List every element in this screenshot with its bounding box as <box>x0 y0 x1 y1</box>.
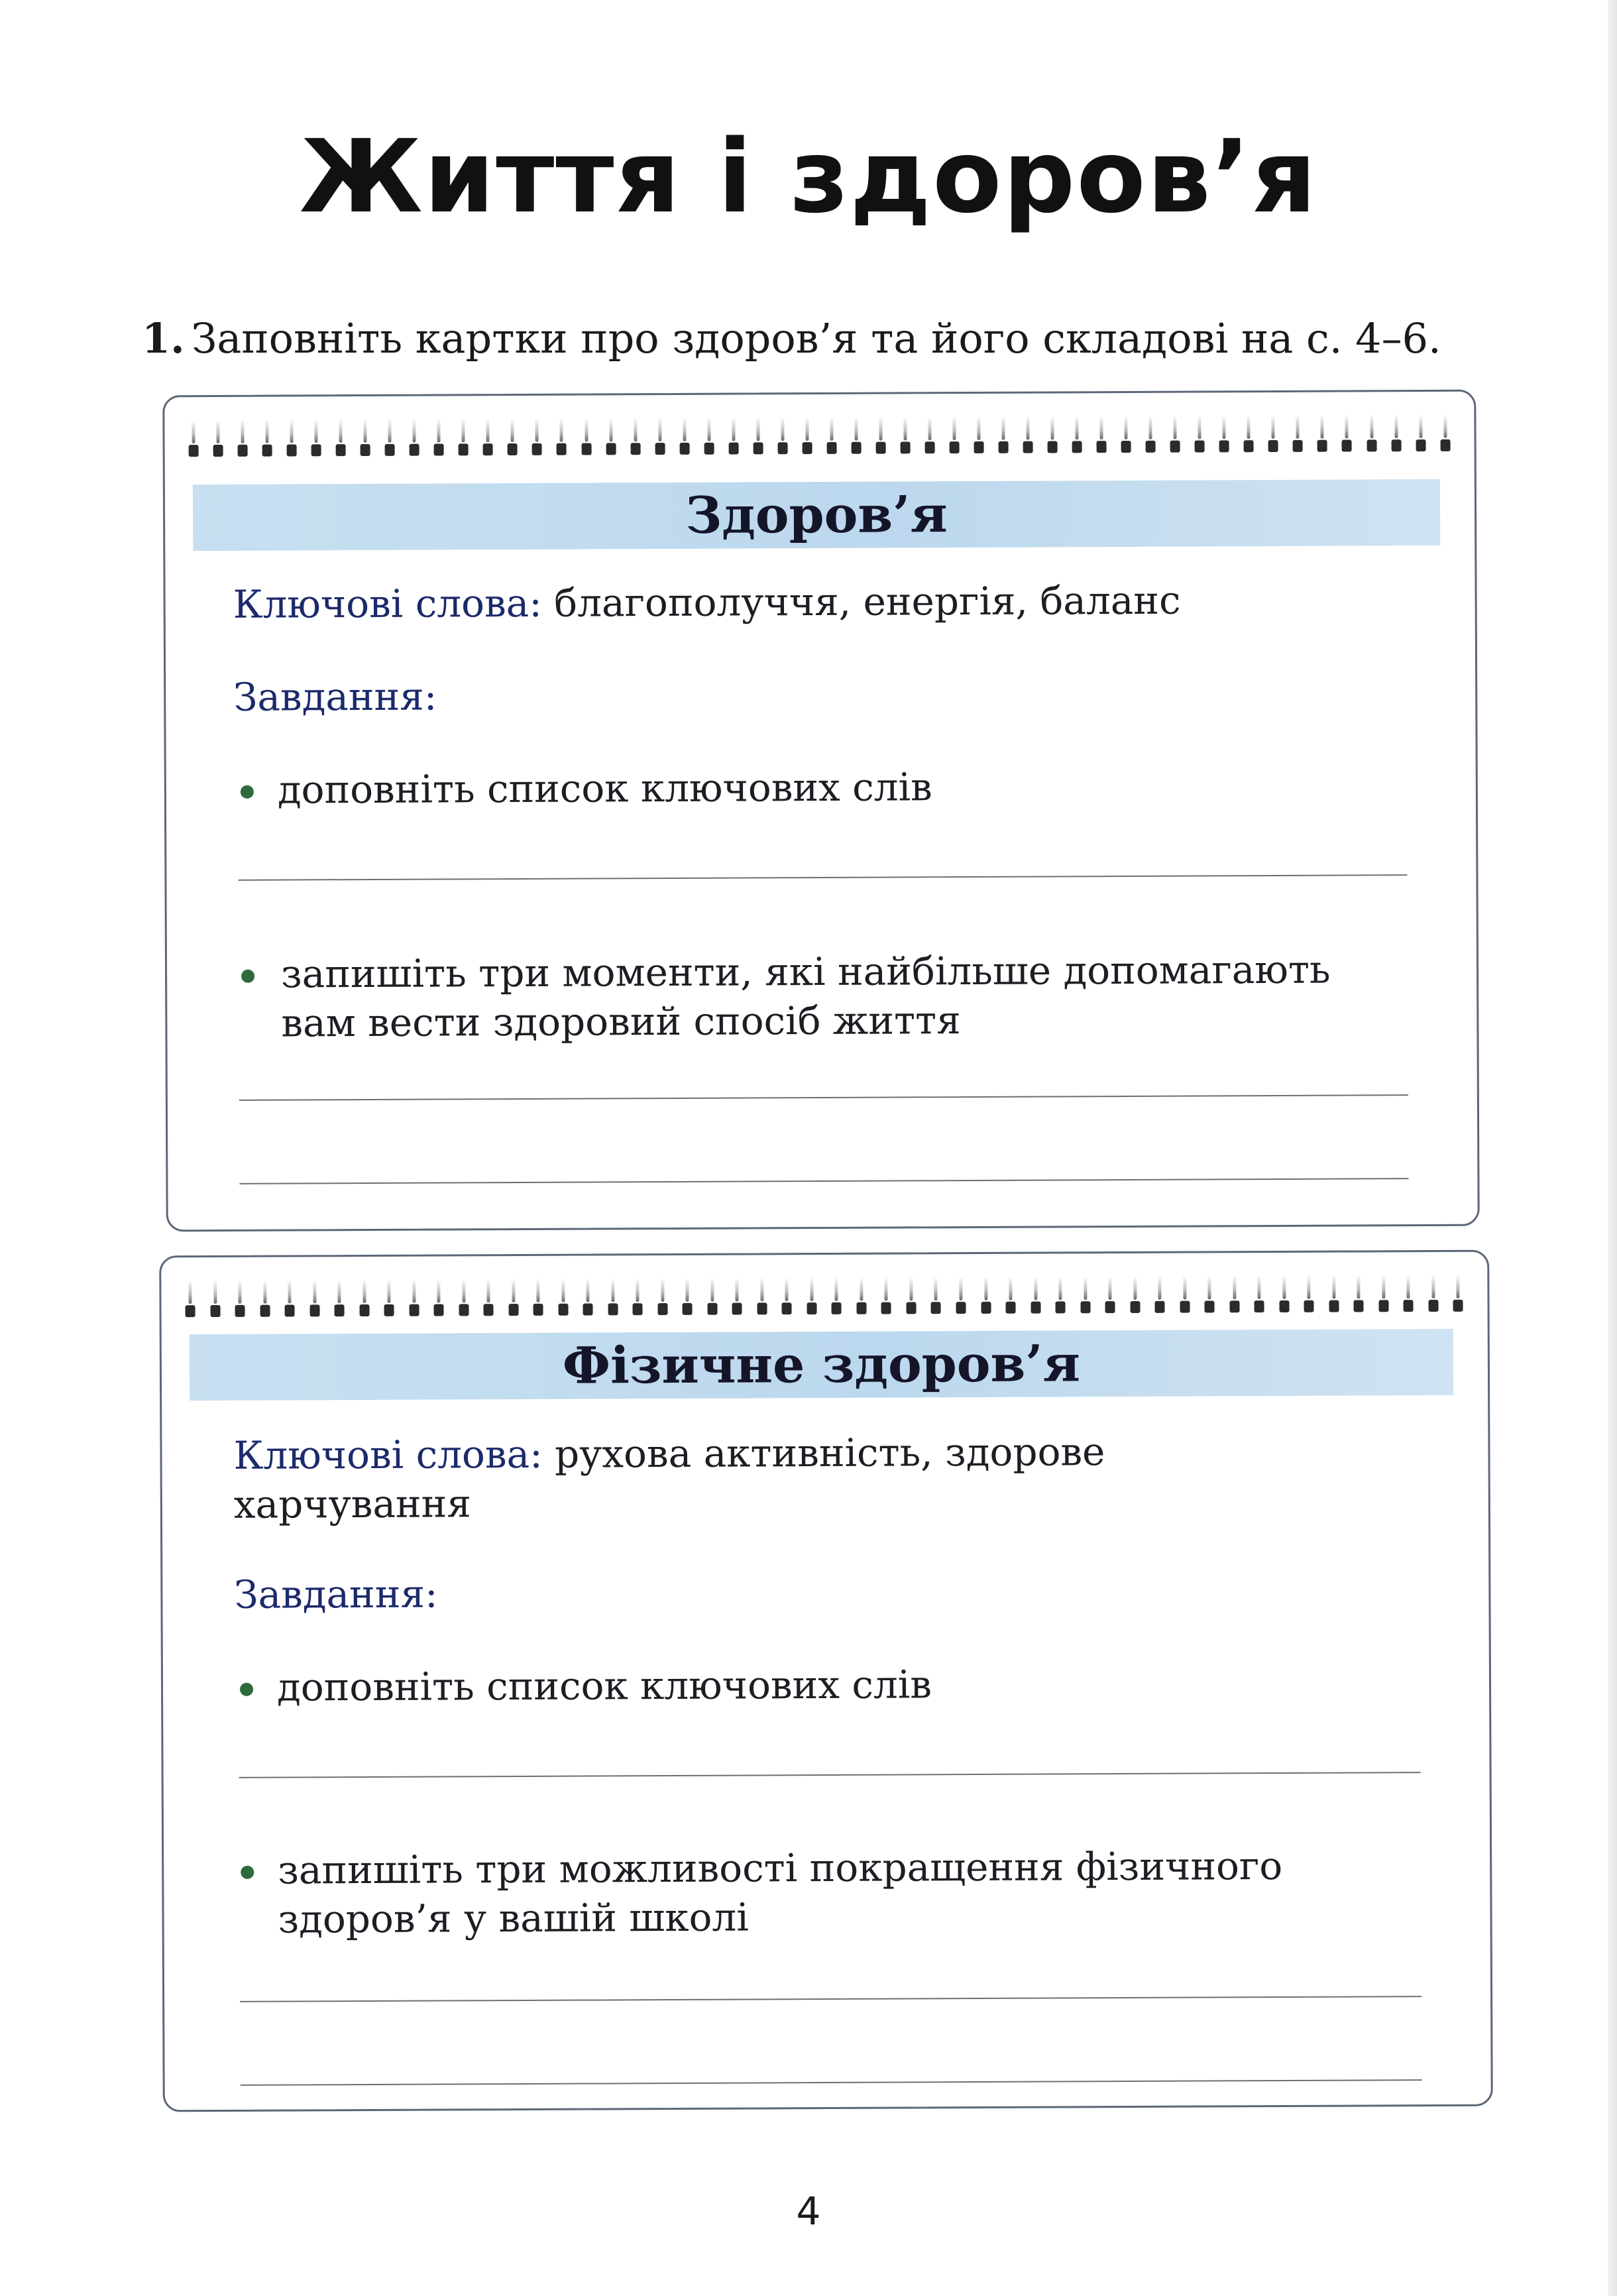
spiral-ring <box>777 417 787 454</box>
spiral-ring <box>284 1279 294 1316</box>
spiral-ring <box>583 1279 593 1316</box>
spiral-ring <box>1023 416 1032 453</box>
spiral-ring <box>606 418 616 455</box>
page-number: 4 <box>796 2189 821 2234</box>
bullet-task-1: доповніть список ключових слів <box>276 1662 932 1710</box>
spiral-ring <box>1170 416 1180 453</box>
spiral-ring <box>832 1277 842 1314</box>
spiral-ring <box>459 418 469 455</box>
keywords-label: Ключові слова: <box>233 1431 543 1478</box>
spiral-ring <box>1416 414 1425 451</box>
spiral-ring <box>875 417 885 454</box>
spiral-ring <box>484 1279 494 1316</box>
spiral-ring <box>753 417 763 454</box>
bullet-task-2-line-2: вам вести здоровий спосіб життя <box>281 998 961 1046</box>
spiral-ring <box>533 1279 543 1316</box>
spiral-ring <box>757 1277 767 1314</box>
spiral-ring <box>1255 1275 1264 1312</box>
spiral-ring <box>1031 1277 1040 1314</box>
spiral-ring <box>384 1279 394 1316</box>
spiral-ring <box>287 419 297 456</box>
spiral-ring <box>1130 1276 1140 1313</box>
keywords-label: Ключові слова: <box>233 580 542 627</box>
spiral-ring <box>309 1279 319 1316</box>
task-text: Заповніть картки про здоров’я та його складові на с. 4–6. <box>191 314 1441 363</box>
spiral-ring <box>334 1279 344 1316</box>
spiral-ring <box>881 1277 891 1314</box>
spiral-ring <box>1072 416 1082 453</box>
spiral-ring <box>185 1280 195 1317</box>
spiral-binding <box>185 1275 1463 1317</box>
spiral-ring <box>856 1277 866 1314</box>
answer-line[interactable] <box>240 1996 1422 2002</box>
page-title: Життя і здоров’я <box>299 118 1318 235</box>
keywords-value-continued: харчування <box>233 1481 472 1527</box>
spiral-ring <box>1404 1275 1414 1312</box>
spiral-ring <box>657 1278 667 1315</box>
spiral-ring <box>1329 1275 1339 1312</box>
spiral-ring <box>361 419 370 456</box>
spiral-ring <box>998 416 1008 453</box>
spiral-ring <box>630 418 640 455</box>
bullet-icon <box>240 1683 253 1696</box>
spiral-ring <box>782 1277 792 1314</box>
spiral-ring <box>906 1277 916 1314</box>
keywords-value: благополуччя, енергія, баланс <box>554 577 1181 626</box>
spiral-ring <box>483 418 493 455</box>
keywords-row <box>233 1427 1105 1480</box>
spiral-ring <box>532 418 542 455</box>
spiral-ring <box>728 418 738 455</box>
spiral-ring <box>213 420 223 457</box>
answer-line[interactable] <box>239 1094 1408 1101</box>
spiral-ring <box>1304 1275 1314 1312</box>
spiral-ring <box>633 1278 643 1315</box>
card-heading: Здоров’я <box>193 479 1440 551</box>
spiral-ring <box>235 1280 245 1317</box>
spiral-ring <box>508 1279 518 1316</box>
bullet-task-2-line-1: запишіть три можливості покращення фізичного <box>278 1843 1283 1893</box>
spiral-ring <box>1453 1275 1463 1312</box>
spiral-ring <box>557 418 567 455</box>
spiral-ring <box>949 416 959 453</box>
spiral-ring <box>655 418 665 455</box>
spiral-ring <box>237 420 247 457</box>
spiral-ring <box>581 418 591 455</box>
spiral-ring <box>981 1277 991 1314</box>
spiral-ring <box>434 418 444 455</box>
spiral-ring <box>679 418 689 455</box>
tasks-label: Завдання: <box>233 673 437 720</box>
spiral-ring <box>1080 1276 1090 1313</box>
page-edge <box>1608 0 1617 2296</box>
spiral-ring <box>683 1278 693 1315</box>
answer-line[interactable] <box>238 874 1407 881</box>
spiral-ring <box>409 1279 419 1316</box>
spiral-ring <box>1195 415 1205 452</box>
spiral-ring <box>558 1279 568 1316</box>
spiral-ring <box>336 419 346 456</box>
spiral-ring <box>1105 1276 1115 1313</box>
spiral-ring <box>1229 1275 1239 1312</box>
spiral-ring <box>1354 1275 1364 1312</box>
spiral-ring <box>900 416 910 453</box>
spiral-ring <box>1005 1277 1015 1314</box>
spiral-ring <box>1219 415 1229 452</box>
spiral-ring <box>924 416 934 453</box>
bullet-task-2-line-2: здоров’я у вашій школі <box>278 1894 749 1942</box>
spiral-ring <box>459 1279 469 1316</box>
spiral-ring <box>311 419 321 456</box>
spiral-ring <box>1378 1275 1388 1312</box>
spiral-ring <box>1180 1276 1190 1313</box>
spiral-ring <box>608 1278 618 1315</box>
spiral-ring <box>931 1277 941 1314</box>
spiral-ring <box>434 1279 444 1316</box>
spiral-ring <box>262 420 272 457</box>
spiral-ring <box>1244 415 1254 452</box>
spiral-ring <box>1204 1275 1214 1312</box>
spiral-ring <box>210 1280 220 1317</box>
spiral-ring <box>704 418 714 455</box>
spiral-ring <box>1293 415 1303 452</box>
bullet-icon <box>241 1866 254 1879</box>
bullet-icon <box>241 970 254 983</box>
keywords-row <box>233 576 1180 629</box>
spiral-ring <box>385 419 395 456</box>
spiral-ring <box>1154 1276 1164 1313</box>
spiral-ring <box>1121 416 1131 453</box>
card-health <box>162 390 1479 1232</box>
spiral-ring <box>807 1277 816 1314</box>
spiral-ring <box>1391 414 1401 451</box>
spiral-ring <box>410 419 419 456</box>
answer-line[interactable] <box>239 1178 1408 1184</box>
spiral-ring <box>508 418 518 455</box>
card-physical-health <box>159 1250 1493 2112</box>
spiral-ring <box>1146 416 1156 453</box>
card-heading: Фізичне здоров’я <box>190 1329 1453 1401</box>
bullet-task-2-line-1: запишіть три моменти, які найбільше допомагають <box>280 947 1331 997</box>
spiral-ring <box>359 1279 369 1316</box>
spiral-ring <box>1279 1275 1289 1312</box>
spiral-ring <box>1440 414 1450 451</box>
spiral-ring <box>956 1277 966 1314</box>
keywords-value: рухова активність, здорове <box>554 1429 1105 1477</box>
spiral-ring <box>1366 414 1376 451</box>
spiral-ring <box>188 420 198 457</box>
spiral-ring <box>1268 415 1278 452</box>
spiral-ring <box>1317 415 1327 452</box>
spiral-ring <box>732 1278 742 1315</box>
spiral-ring <box>1047 416 1057 453</box>
tasks-label: Завдання: <box>234 1571 438 1617</box>
spiral-ring <box>826 417 836 454</box>
answer-line[interactable] <box>239 1772 1421 1778</box>
task-number: 1. <box>142 314 185 363</box>
spiral-ring <box>974 416 983 453</box>
spiral-ring <box>1097 416 1107 453</box>
answer-line[interactable] <box>241 2079 1422 2086</box>
spiral-ring <box>851 417 861 454</box>
spiral-ring <box>1055 1276 1065 1313</box>
bullet-task-1: доповніть список ключових слів <box>277 764 932 813</box>
spiral-ring <box>1342 414 1352 451</box>
spiral-ring <box>260 1280 270 1317</box>
bullet-icon <box>241 785 254 799</box>
spiral-binding <box>188 414 1450 457</box>
spiral-ring <box>802 417 812 454</box>
spiral-ring <box>707 1278 717 1315</box>
task-instruction <box>142 314 1441 363</box>
spiral-ring <box>1428 1275 1438 1312</box>
